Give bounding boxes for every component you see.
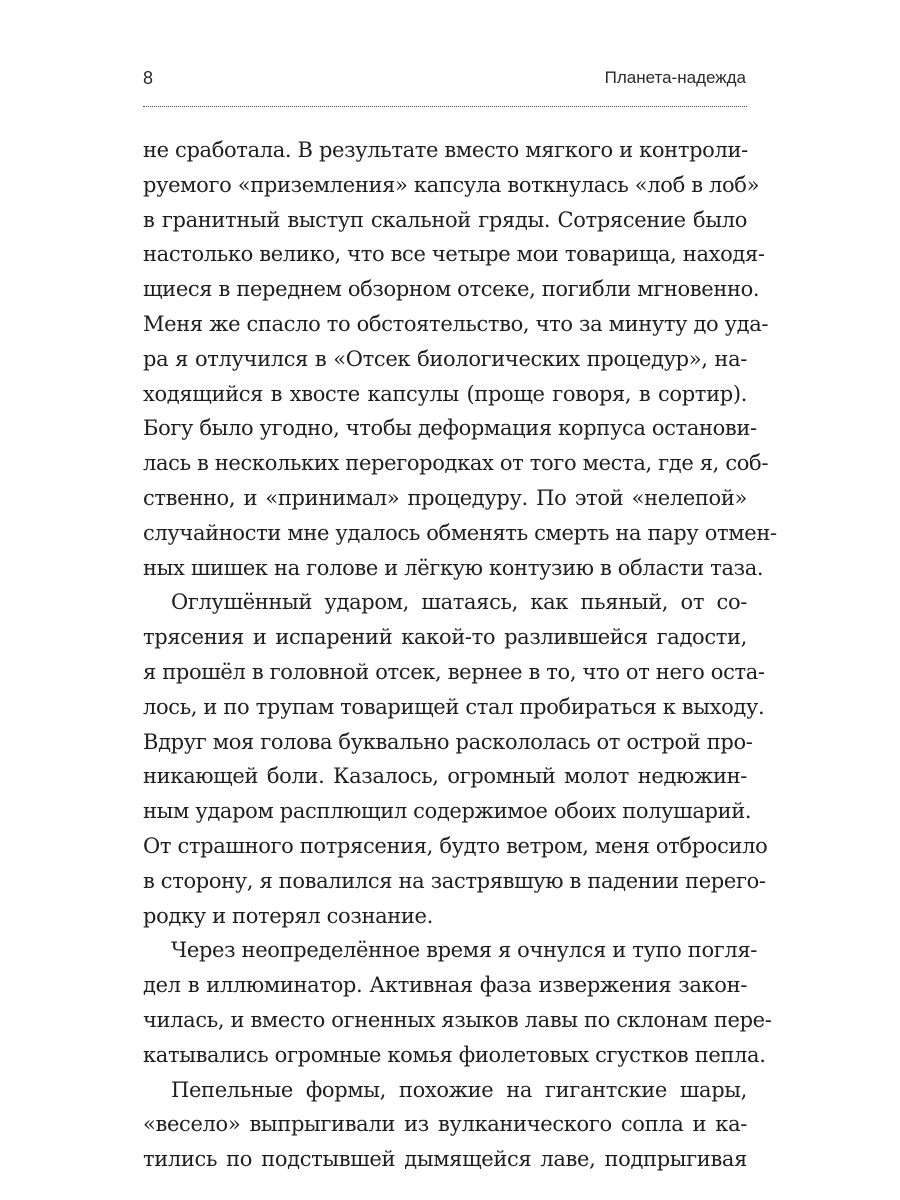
text-line: Вдруг моя голова буквально раскололась от острой про- [143, 729, 753, 754]
text-line: я прошёл в головной отсек, вернее в то, что от него оста- [143, 659, 765, 684]
text-line: Оглушённый ударом, шатаясь, как пьяный, от со- [171, 590, 747, 615]
text-line: Через неопределённое время я очнулся и тупо погля- [171, 938, 758, 963]
text-line: никающей боли. Казалось, огромный молот недюжин- [143, 764, 747, 789]
text-line: ходящийся в хвосте капсулы (проще говоря, в сортир). [143, 381, 747, 406]
text-line: дел в иллюминатор. Активная фаза извержения закон- [143, 973, 747, 998]
text-line: трясения и испарений какой-то разлившейся гадости, [143, 625, 747, 650]
text-line: Богу было угодно, чтобы деформация корпуса останови- [143, 416, 757, 441]
text-line: «весело» выпрыгивали из вулканического сопла и ка- [143, 1112, 747, 1137]
text-line: катывались огромные комья фиолетовых сгустков пепла. [143, 1042, 766, 1067]
running-title: Планета-надежда [604, 68, 746, 87]
text-line: ным ударом расплющил содержимое обоих полушарий. [143, 799, 752, 824]
text-line: щиеся в переднем обзорном отсеке, погибли мгновенно. [143, 277, 760, 302]
text-line: От страшного потрясения, будто ветром, меня отбросило [143, 833, 768, 858]
text-line: Меня же спасло то обстоятельство, что за минуту до уда- [143, 311, 769, 336]
body-text [143, 133, 777, 1177]
text-line: родку и потерял сознание. [143, 903, 433, 928]
text-line: Пепельные формы, похожие на гигантские шары, [171, 1077, 747, 1102]
paragraph [143, 1073, 747, 1177]
header-divider [143, 106, 747, 107]
text-line: лась в нескольких перегородках от того места, где я, соб- [143, 451, 769, 476]
text-line: настолько велико, что все четыре мои товарища, находя- [143, 242, 765, 267]
text-line: ра я отлучился в «Отсек биологических процедур», на- [143, 346, 747, 371]
text-line: в гранитный выступ скальной гряды. Сотрясение было [143, 207, 747, 232]
text-line: тились по подстывшей дымящейся лаве, подпрыгивая [143, 1147, 747, 1172]
text-line: случайности мне удалось обменять смерть на пару отмен- [143, 520, 777, 545]
text-line: чилась, и вместо огненных языков лавы по склонам пере- [143, 1007, 772, 1032]
text-line: руемого «приземления» капсула воткнулась «лоб в лоб» [143, 172, 760, 197]
page-number: 8 [143, 68, 154, 88]
text-line: ных шишек на голове и лёгкую контузию в области таза. [143, 555, 764, 580]
text-line: не сработала. В результате вместо мягкого и контроли- [143, 138, 748, 162]
paragraph [143, 133, 777, 585]
text-line: в сторону, я повалился на застрявшую в падении перего- [143, 868, 766, 893]
paragraph [143, 933, 772, 1072]
paragraph [143, 585, 768, 933]
text-line: лось, и по трупам товарищей стал пробираться к выходу. [143, 694, 765, 719]
text-line: ственно, и «принимал» процедуру. По этой «нелепой» [143, 485, 747, 510]
